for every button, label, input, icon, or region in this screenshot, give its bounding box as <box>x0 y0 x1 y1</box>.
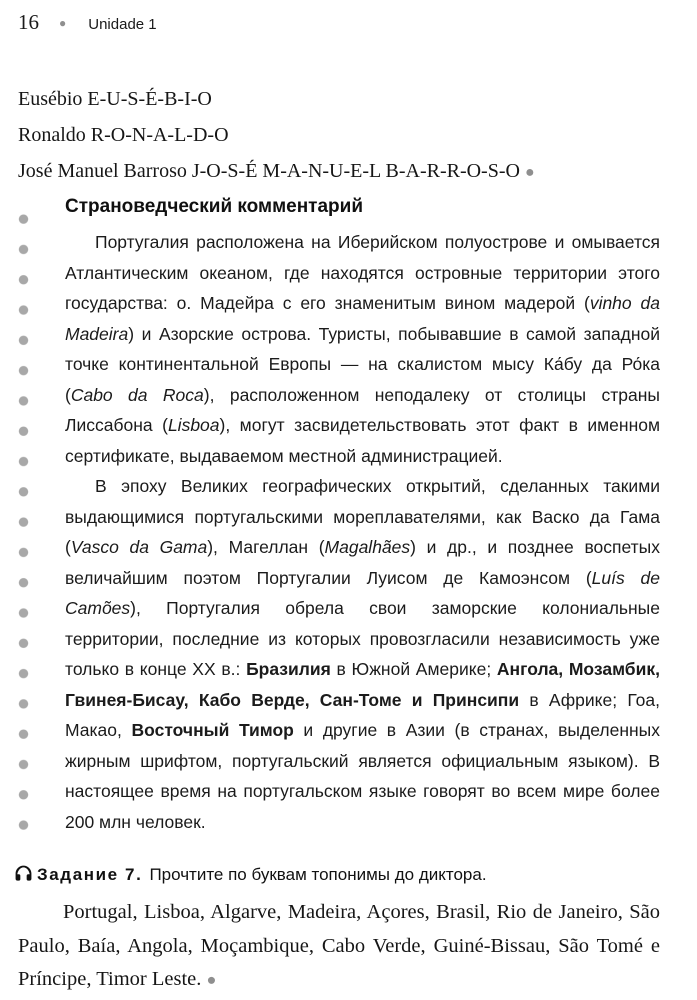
toponym-list <box>18 896 660 997</box>
spelling-exercise <box>18 82 671 190</box>
header-bullet-icon: ● <box>59 15 67 30</box>
dotted-rule-decoration <box>18 204 29 842</box>
spelling-line <box>18 118 671 154</box>
spelling-text: José Manuel Barroso J-O-S-É M-A-N-U-E-L B-A-R-R-O-S-O <box>18 160 520 182</box>
task-label: Задание 7. <box>37 865 143 884</box>
spelling-text: Ronaldo R-O-N-A-L-D-O <box>18 124 229 146</box>
task-line <box>14 862 677 888</box>
page-header <box>18 10 679 35</box>
page-number: 16 <box>18 10 39 34</box>
unit-title: Unidade 1 <box>88 16 157 33</box>
end-bullet-icon: ● <box>524 164 535 181</box>
commentary-paragraph: Португалия расположена на Иберийском полуострове и омывается Атлантическим океаном, где находятся островные территории этого государства: о. Мадейра с его знаменитым вином мадерой (vinho da Madeira) и Азорские острова. Туристы, побывавшие в самой западной точке континентальной Европы — на скалистом мысу Ка́бу да Ро́ка (Cabo da Roca), расположенном неподалеку от столицы страны Лиссабона (Lisboa), могут засвидетельствовать этот факт в именном сертификате, выдаваемом местной администрацией. <box>65 232 660 466</box>
end-bullet-icon: ● <box>206 970 217 989</box>
headphones-icon <box>14 864 33 883</box>
commentary-title: Страноведческий комментарий <box>65 196 364 217</box>
commentary-content <box>65 196 660 837</box>
toponym-text: Portugal, Lisboa, Algarve, Madeira, Açores, Brasil, Rio de Janeiro, São Paulo, Baía, Angola, Moçambique, Cabo Verde, Guiné-Bissau, São Tomé e Príncipe, Timor Leste. <box>18 901 660 990</box>
commentary-box <box>18 196 660 848</box>
commentary-paragraph: В эпоху Великих географических открытий, сделанных такими выдающимися португальскими мореплавателями, как Васко да Гама (Vasco da Gama), Магеллан (Magalhães) и др., и позднее воспетых величайшим поэтом Португалии Луисом де Камоэнсом (Luís de Camões), Португалия обрела свои заморские колониальные территории, последние из которых провозгласили независимость уже только в конце XX в.: Бразилия в Южной Америке; Ангола, Мозамбик, Гвинея-Бисау, Кабо Верде, Сан-Томе и Принсипи в Африке; Гоа, Макао, Восточный Тимор и другие в Азии (в странах, выделенных жирным шрифтом, португальский является официальным языком). В настоящее время на португальском языке говорят во всем мире более 200 млн человек. <box>65 476 661 832</box>
task-text: Прочтите по буквам топонимы до диктора. <box>149 865 487 884</box>
spelling-line <box>18 154 671 190</box>
spelling-text: Eusébio E-U-S-É-B-I-O <box>18 88 212 110</box>
spelling-line <box>18 82 671 118</box>
